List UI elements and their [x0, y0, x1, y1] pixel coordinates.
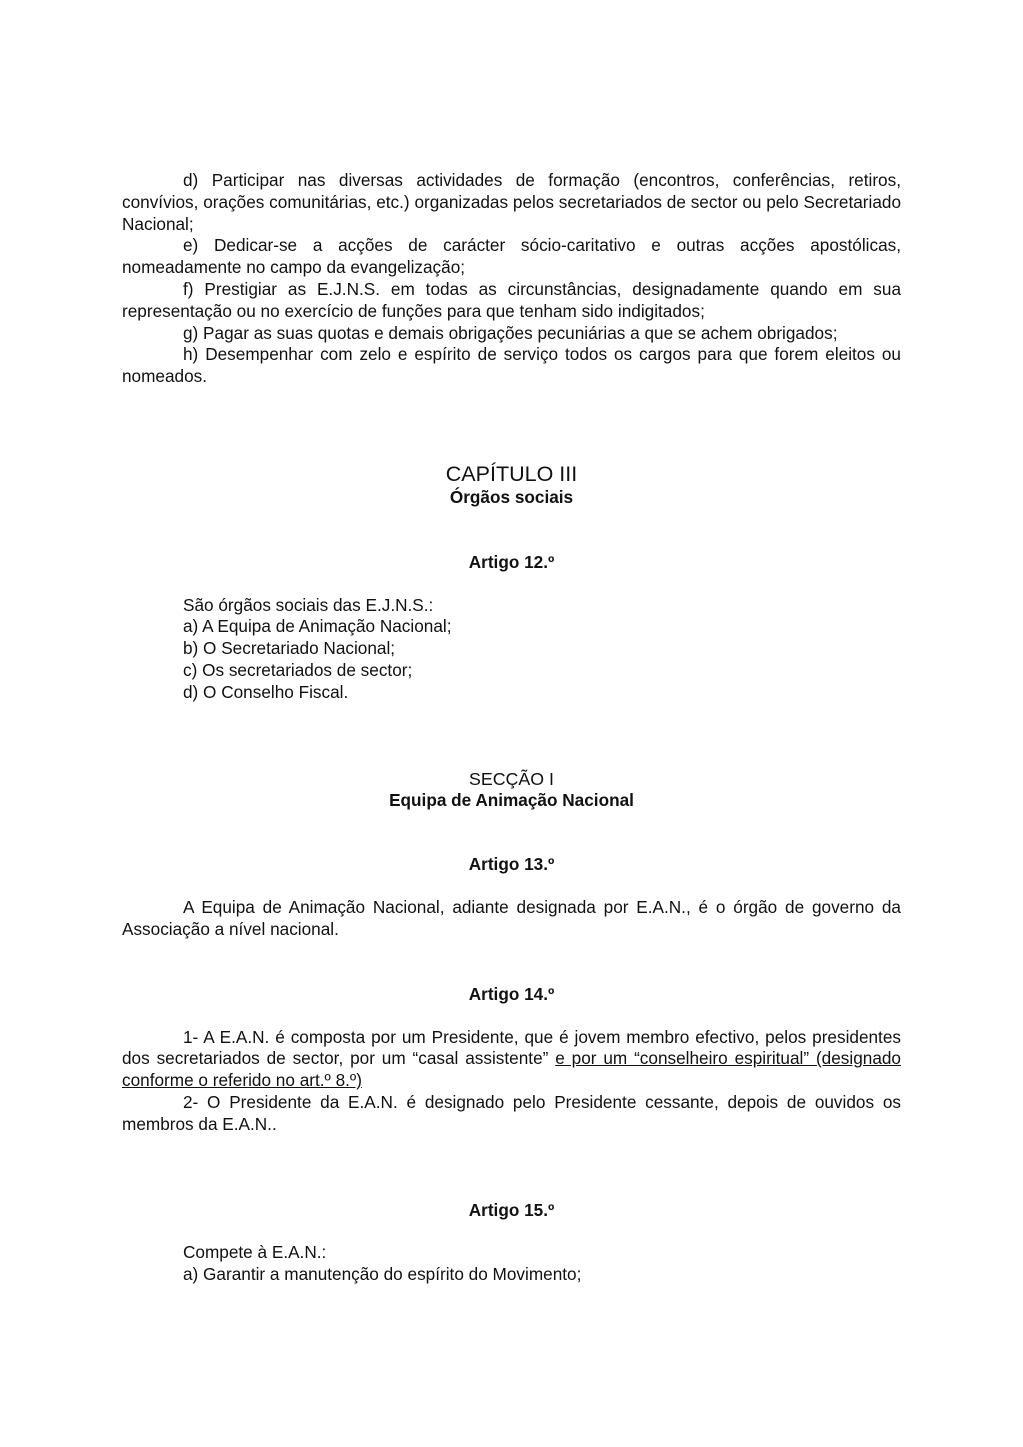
article-14-heading: Artigo 14.º: [468, 983, 555, 1004]
article-14-paragraph-1-underlined: e por um “conselheiro espiritual” (designado conforme o referido no art.º 8.º): [122, 1048, 901, 1091]
article-12-intro: São órgãos sociais das E.J.N.S.:: [183, 594, 434, 615]
chapter-title: Órgãos sociais: [449, 486, 574, 507]
article-13-text: A Equipa de Animação Nacional, adiante designada por E.A.N., é o órgão de governo da Associação a nível nacional.: [122, 897, 901, 939]
duty-paragraph-f: f) Prestigiar as E.J.N.S. em todas as circunstâncias, designadamente quando em sua representação ou no exercício de funções para que tenham sido indigitados;: [122, 278, 901, 321]
article-12-item-d: d) O Conselho Fiscal.: [183, 681, 349, 702]
document-page: [122, 170, 901, 1286]
duty-paragraph-e: e) Dedicar-se a acções de carácter sócio-caritativo e outras acções apostólicas, nomeadamente no campo da evangelização;: [122, 235, 901, 278]
article-12-heading: Artigo 12.º: [468, 551, 555, 572]
article-13-heading: Artigo 13.º: [468, 854, 555, 875]
duty-paragraph-g: g) Pagar as suas quotas e demais obrigações pecuniárias a que se achem obrigados;: [183, 322, 838, 343]
section-label: SECÇÃO I: [469, 768, 554, 789]
article-14-paragraph-2: 2- O Presidente da E.A.N. é designado pelo Presidente cessante, depois de ouvidos os membros da E.A.N..: [122, 1091, 901, 1134]
chapter-label: CAPÍTULO III: [445, 461, 578, 486]
duty-paragraph-d: d) Participar nas diversas actividades de formação (encontros, conferências, retiros, convívios, orações comunitárias, etc.) organizadas pelos secretariados de sector ou pelo Secretariado Nacional;: [122, 170, 901, 234]
article-12-item-b: b) O Secretariado Nacional;: [183, 638, 396, 659]
section-title: Equipa de Animação Nacional: [389, 789, 634, 810]
article-15-item-a: a) Garantir a manutenção do espírito do Movimento;: [183, 1264, 582, 1285]
article-12-item-a: a) A Equipa de Animação Nacional;: [183, 616, 452, 637]
article-15-heading: Artigo 15.º: [468, 1199, 555, 1220]
duty-paragraph-h: h) Desempenhar com zelo e espírito de serviço todos os cargos para que forem eleitos ou nomeados.: [122, 344, 901, 387]
article-15-intro: Compete à E.A.N.:: [183, 1242, 327, 1263]
article-14-paragraph-1-text: 1- A E.A.N. é composta por um Presidente, que é jovem membro efectivo, pelos presidentes dos secretariados de sector, por um “casal assistente”: [122, 1026, 901, 1069]
article-14-paragraph-1: [122, 1027, 901, 1092]
article-12-item-c: c) Os secretariados de sector;: [183, 659, 413, 680]
